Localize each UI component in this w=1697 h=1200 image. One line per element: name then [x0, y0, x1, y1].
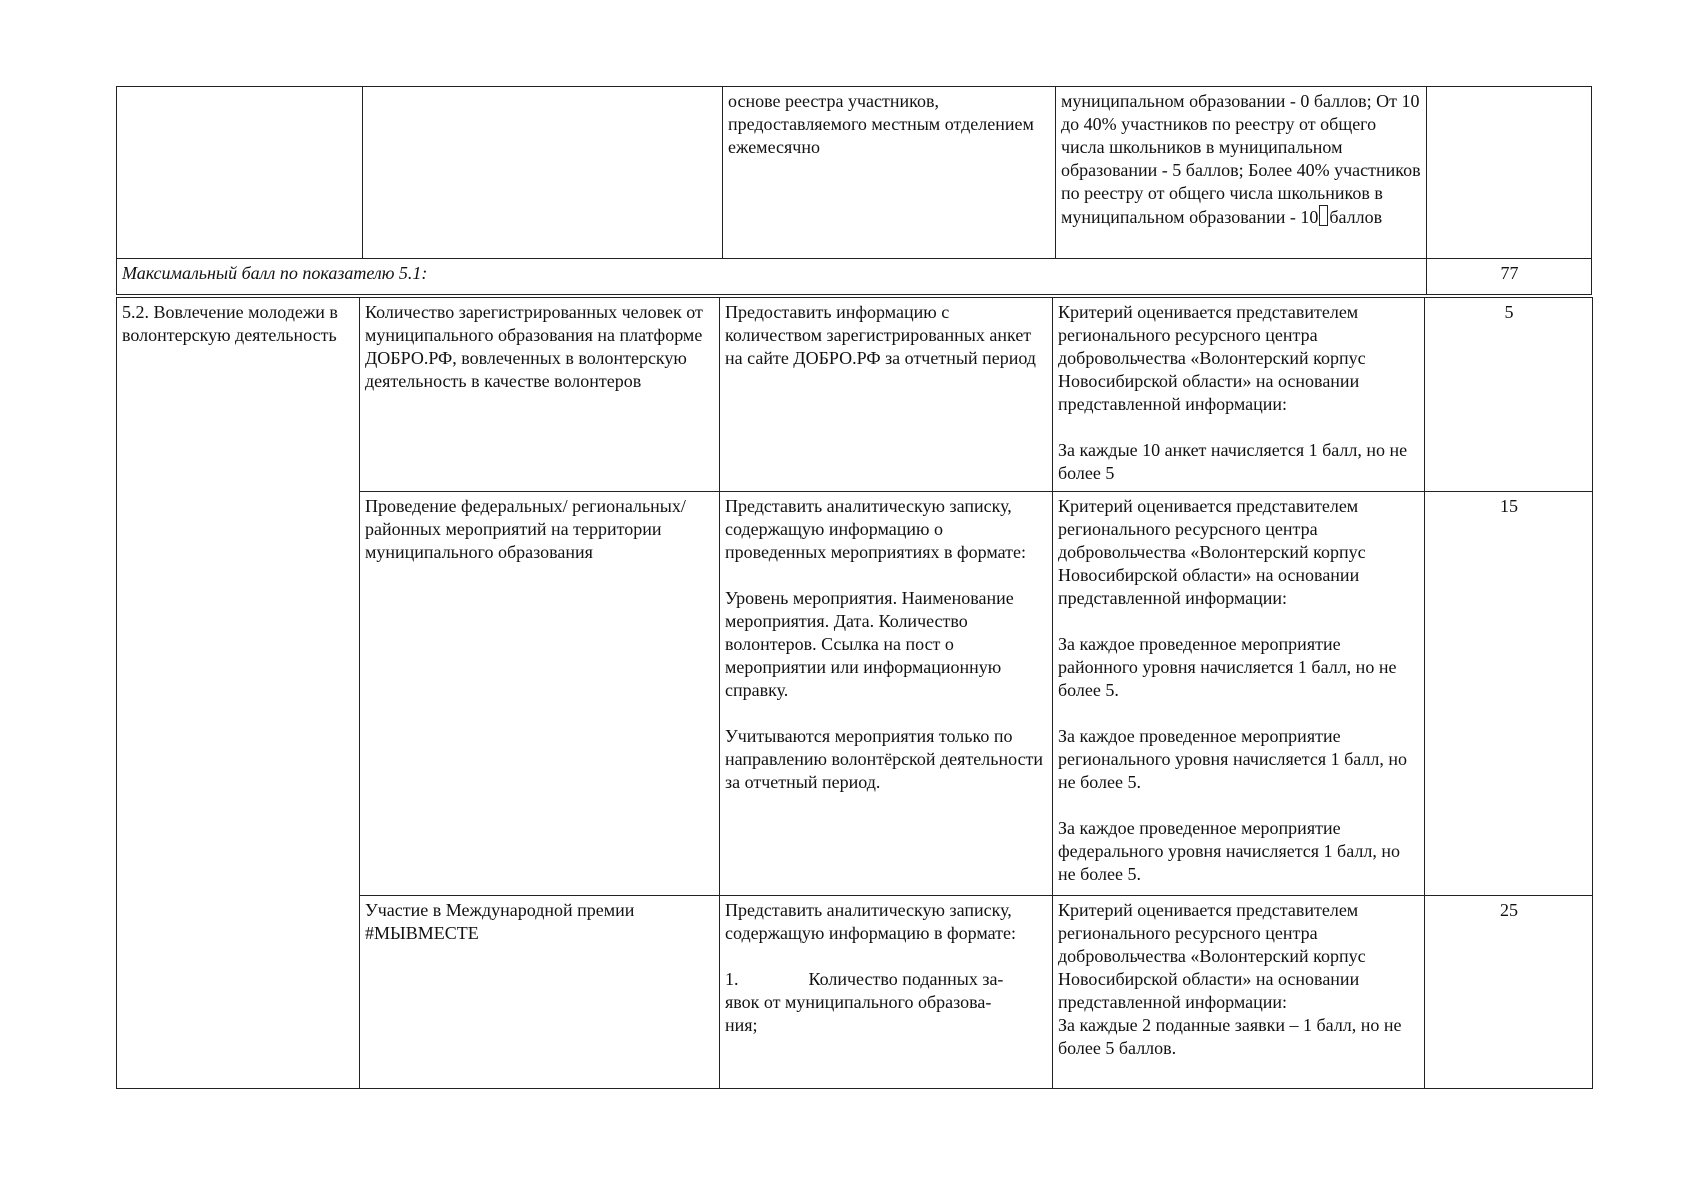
table-5-2 — [116, 297, 1593, 1089]
requirement-cell — [723, 87, 1056, 259]
list-text: явок от муниципального образова- — [725, 992, 992, 1012]
scoring-paragraph: Критерий оценивается представителем регионального ресурсного центра добровольчества «Волонтерский корпус Новосибирской области» на основании представленной информации: — [1058, 900, 1366, 1012]
list-text: Количество поданных за- — [808, 969, 1004, 989]
scoring-paragraph: Критерий оценивается представителем регионального ресурсного центра добровольчества «Волонтерский корпус Новосибирской области» на основании представленной информации: — [1058, 302, 1366, 414]
requirement-text: основе реестра участников, предоставляемого местным отделением ежемесячно — [728, 91, 1034, 157]
points-cell — [1427, 87, 1592, 259]
criterion-cell — [363, 87, 723, 259]
requirement-cell — [720, 492, 1053, 896]
requirement-paragraph: Представить аналитическую записку, содержащую информацию в формате: — [725, 900, 1017, 943]
scoring-cell — [1053, 298, 1425, 492]
scoring-text: муниципальном образовании - 0 баллов; От 10 до 40% участников по реестру от общего числа школьников в муниципальном образовании - 5 баллов; Более 40% участников по реестру от общего числа школьников в муниципальном образовании - 10 — [1061, 91, 1421, 227]
max-score-label: Максимальный балл по показателю 5.1: — [117, 259, 1427, 295]
scoring-cell — [1056, 87, 1427, 259]
scoring-paragraph: Критерий оценивается представителем регионального ресурсного центра добровольчества «Волонтерский корпус Новосибирской области» на основании представленной информации: — [1058, 496, 1366, 608]
scoring-paragraph: За каждое проведенное мероприятие федерального уровня начисляется 1 балл, но не более 5. — [1058, 818, 1400, 884]
scoring-paragraph: За каждые 10 анкет начисляется 1 балл, но не более 5 — [1058, 440, 1408, 483]
criterion-cell: Количество зарегистрированных человек от муниципального образования на платформе ДОБРО.РФ, вовлеченных в волонтерскую деятельность в качестве волонтеров — [360, 298, 720, 492]
list-number: 1. — [725, 969, 739, 989]
missing-glyph-box — [1319, 205, 1328, 226]
max-score-row — [117, 259, 1592, 295]
list-text: ния; — [725, 1015, 758, 1035]
indicator-cell: 5.2. Вовлечение молодежи в волонтерскую деятельность — [117, 298, 360, 1089]
requirement-paragraph: Предоставить информацию с количеством зарегистрированных анкет на сайте ДОБРО.РФ за отчетный период — [725, 302, 1036, 368]
table-row — [117, 87, 1592, 259]
requirement-list-item — [725, 968, 1048, 1037]
scoring-paragraph: За каждые 2 поданные заявки – 1 балл, но не более 5 баллов. — [1058, 1015, 1402, 1058]
scoring-paragraph: За каждое проведенное мероприятие регионального уровня начисляется 1 балл, но не более 5. — [1058, 726, 1408, 792]
points-cell: 25 — [1425, 896, 1593, 1089]
table-5-1-continuation — [116, 86, 1592, 295]
requirement-paragraph: Представить аналитическую записку, содержащую информацию о проведенных мероприятиях в формате: — [725, 496, 1027, 562]
requirement-paragraph: Уровень мероприятия. Наименование мероприятия. Дата. Количество волонтеров. Ссылка на пост о мероприятии или информационную справку. — [725, 588, 1014, 700]
scoring-cell — [1053, 492, 1425, 896]
requirement-cell — [720, 298, 1053, 492]
max-score-value: 77 — [1427, 259, 1592, 295]
requirement-cell — [720, 896, 1053, 1089]
scoring-text-end: баллов — [1329, 207, 1383, 227]
criterion-cell: Участие в Международной премии #МЫВМЕСТЕ — [360, 896, 720, 1089]
requirement-paragraph: Учитываются мероприятия только по направлению волонтёрской деятельности за отчетный период. — [725, 726, 1044, 792]
table-row — [117, 298, 1593, 492]
scoring-cell — [1053, 896, 1425, 1089]
points-cell: 15 — [1425, 492, 1593, 896]
scoring-paragraph: За каждое проведенное мероприятие районного уровня начисляется 1 балл, но не более 5. — [1058, 634, 1397, 700]
criterion-cell: Проведение федеральных/ региональных/районных мероприятий на территории муниципального образования — [360, 492, 720, 896]
indicator-cell — [117, 87, 363, 259]
points-cell: 5 — [1425, 298, 1593, 492]
